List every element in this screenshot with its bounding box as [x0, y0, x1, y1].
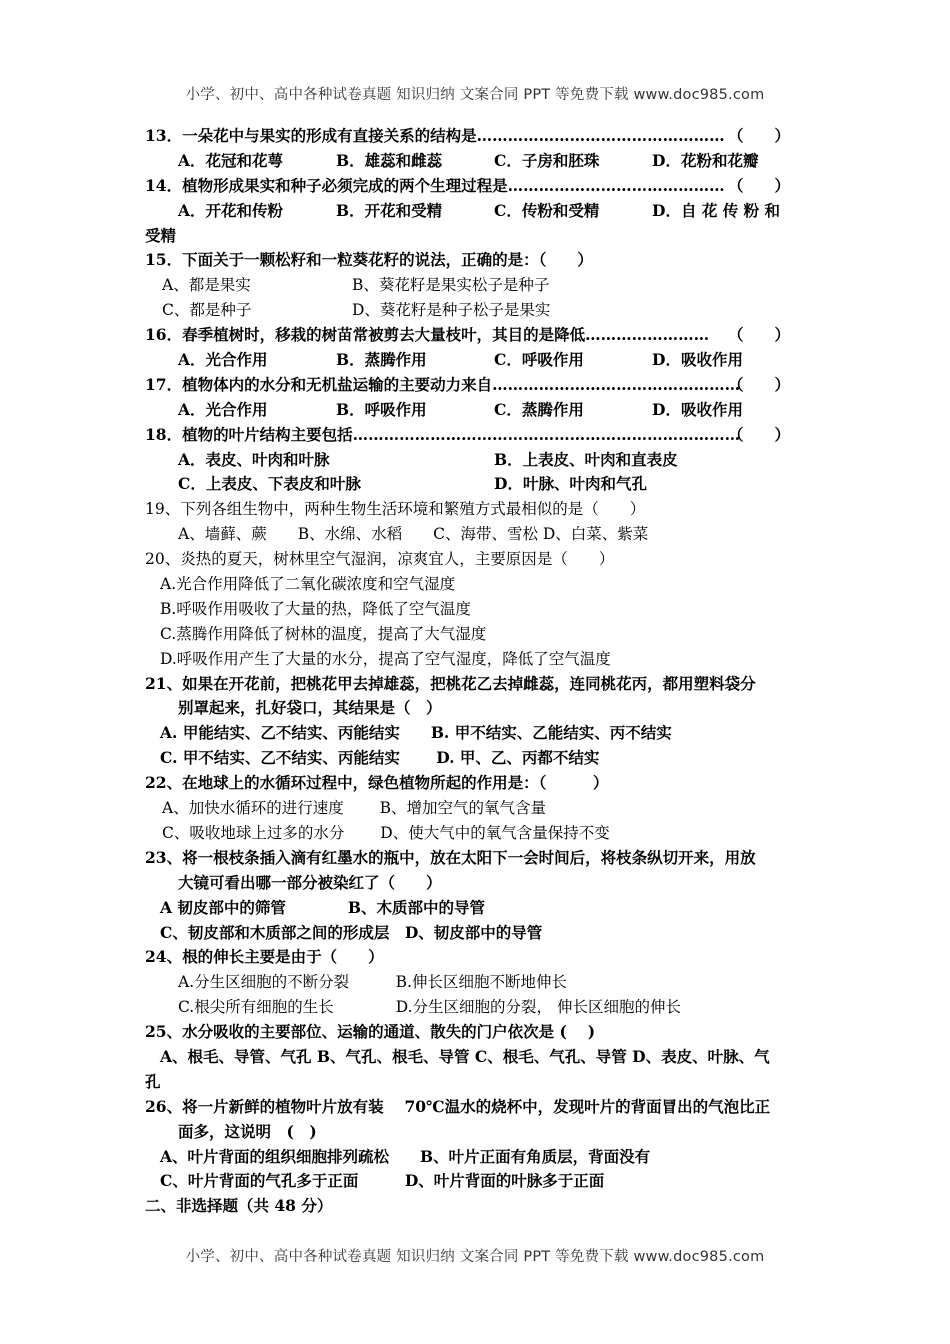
option-d: D．吸收作用 — [652, 350, 743, 370]
question-list — [145, 124, 810, 1219]
question-22: 22、在地球上的水循环过程中，绿色植物所起的作用是：（ ） — [145, 773, 609, 793]
question-15-options-row1 — [145, 273, 810, 298]
question-stem: 19、下列各组生物中，两种生物生活环境和繁殖方式最相似的是（ ） — [145, 500, 646, 519]
question-26-options-row1: A、叶片背面的组织细胞排列疏松 B、叶片正面有角质层，背面没有 — [160, 1146, 651, 1166]
question-25: 25、水分吸收的主要部位、运输的通道、散失的门户依次是 ( ) — [145, 1022, 596, 1042]
question-19 — [145, 497, 810, 522]
option-b: B．上表皮、叶肉和直表皮 — [494, 449, 678, 469]
question-23: 23、将一根枝条插入滴有红墨水的瓶中，放在太阳下一会时间后，将枝条纵切开来，用放 — [145, 847, 756, 867]
question-16-options — [145, 348, 810, 373]
question-21: 21、如果在开花前，把桃花甲去掉雄蕊，把桃花乙去掉雌蕊，连同桃花丙，都用塑料袋分 — [145, 673, 756, 693]
option-b: B．雄蕊和雌蕊 — [336, 150, 443, 170]
question-stem: 18．植物的叶片结构主要包括………………………………………………………………… — [145, 424, 741, 444]
question-21-options-row1: A. 甲能结实、乙不结实、丙能结实 B. 甲不结实、乙能结实、丙不结实 — [160, 723, 672, 743]
question-17-options — [145, 398, 810, 423]
question-22-options-row1: A、加快水循环的进行速度 B、增加空气的氧气含量 — [162, 799, 547, 818]
option-d: D．吸收作用 — [652, 399, 743, 419]
question-24: 24、根的伸长主要是由于（ ） — [145, 947, 384, 967]
question-17 — [145, 373, 810, 398]
answer-blank: （ ） — [727, 126, 790, 145]
question-21-stem-cont: 别罩起来，扎好袋口，其结果是（ ） — [178, 698, 442, 718]
option-b: B、葵花籽是果实松子是种子 — [352, 276, 550, 295]
option-c: C．传粉和受精 — [494, 200, 600, 220]
question-22-options-row2: C、吸收地球上过多的水分 D、使大气中的氧气含量保持不变 — [162, 823, 610, 842]
question-stem: 17．植物体内的水分和无机盐运输的主要动力来自………………………………………… — [145, 374, 741, 394]
question-24-options-row2: C.根尖所有细胞的生长 D.分生区细胞的分裂， 伸长区细胞的伸长 — [178, 998, 681, 1017]
option-a: A．开花和传粉 — [178, 200, 284, 220]
question-stem: 16．春季植树时，移栽的树苗常被剪去大量枝叶，其目的是降低…………………… — [145, 325, 710, 345]
section-heading: 二、非选择题（共 48 分） — [145, 1196, 333, 1216]
page-header: 小学、初中、高中各种试卷真题 知识归纳 文案合同 PPT 等免费下载 www.doc985.com — [185, 87, 765, 103]
question-25-options: A、根毛、导管、气孔 B、气孔、根毛、导管 C、根毛、气孔、导管 D、表皮、叶脉、气 — [160, 1046, 770, 1066]
question-26: 26、将一片新鲜的植物叶片放有装 70℃温水的烧杯中，发现叶片的背面冒出的气泡比正 — [145, 1096, 771, 1116]
question-stem: 20、炎热的夏天，树林里空气湿润，凉爽宜人，主要原因是（ ） — [145, 550, 615, 569]
question-stem: 14．植物形成果实和种子必须完成的两个生理过程是…………………………………… — [145, 175, 725, 195]
page-footer: 小学、初中、高中各种试卷真题 知识归纳 文案合同 PPT 等免费下载 www.doc985.com — [185, 1249, 765, 1265]
question-16 — [145, 323, 810, 348]
question-25-continuation: 孔 — [145, 1071, 161, 1091]
option-c: C、都是种子 — [162, 301, 252, 320]
question-stem: 15．下面关于一颗松籽和一粒葵花籽的说法，正确的是：（ ） — [145, 250, 593, 270]
option-c: C.蒸腾作用降低了树林的温度，提高了大气湿度 — [160, 624, 487, 643]
option-c: C．呼吸作用 — [494, 350, 584, 370]
option-a: A.光合作用降低了二氧化碳浓度和空气湿度 — [160, 575, 456, 594]
option-a: A．表皮、叶肉和叶脉 — [178, 449, 330, 469]
question-26-stem-cont: 面多，这说明 ( ) — [178, 1121, 317, 1141]
question-23-options-row1: A 韧皮部中的筛管 B、木质部中的导管 — [160, 897, 486, 917]
option-a: A．光合作用 — [178, 399, 268, 419]
question-13 — [145, 124, 810, 149]
option-c: C．上表皮、下表皮和叶脉 — [178, 474, 361, 494]
answer-blank: （ ） — [727, 325, 790, 345]
question-15-options-row2 — [145, 298, 810, 323]
option-b: B.呼吸作用吸收了大量的热，降低了空气温度 — [160, 599, 471, 618]
question-stem: 13．一朵花中与果实的形成有直接关系的结构是………………………………………… — [145, 126, 725, 145]
option-a: A．光合作用 — [178, 350, 268, 370]
option-d: D．叶脉、叶肉和气孔 — [494, 474, 647, 494]
option-b: B．呼吸作用 — [336, 399, 427, 419]
question-18-options-row2 — [145, 472, 810, 497]
question-18 — [145, 423, 810, 448]
option-b: B．开花和受精 — [336, 200, 443, 220]
option-c: C．蒸腾作用 — [494, 399, 584, 419]
option-a: A、都是果实 — [162, 276, 251, 295]
question-14 — [145, 174, 810, 199]
question-21-options-row2: C. 甲不结实、乙不结实、丙能结实 D. 甲、乙、丙都不结实 — [160, 748, 600, 768]
answer-blank: （ ） — [727, 374, 790, 394]
question-23-stem-cont: 大镜可看出哪一部分被染红了（ ） — [178, 872, 442, 892]
answer-blank: （ ） — [727, 424, 790, 444]
answer-blank: （ ） — [727, 175, 790, 195]
question-19-options: A、墙藓、蕨 B、水绵、水稻 C、海带、雪松 D、白菜、紫菜 — [178, 525, 649, 544]
question-15 — [145, 248, 810, 273]
option-a: A．花冠和花萼 — [178, 150, 284, 170]
option-d: D.呼吸作用产生了大量的水分，提高了空气湿度，降低了空气温度 — [160, 649, 611, 668]
option-d: D、葵花籽是种子松子是果实 — [352, 301, 551, 320]
option-d: D．自 花 传 粉 和 — [652, 200, 781, 220]
question-13-options — [145, 149, 810, 174]
question-14-options — [145, 199, 810, 224]
question-14-continuation: 受精 — [145, 225, 177, 245]
question-18-options-row1 — [145, 448, 810, 473]
option-d: D．花粉和花瓣 — [652, 150, 759, 170]
question-26-options-row2: C、叶片背面的气孔多于正面 D、叶片背面的叶脉多于正面 — [160, 1171, 605, 1191]
question-20 — [145, 547, 810, 572]
option-b: B．蒸腾作用 — [336, 350, 427, 370]
option-c: C．子房和胚珠 — [494, 150, 600, 170]
question-23-options-row2: C、韧皮部和木质部之间的形成层 D、韧皮部中的导管 — [160, 922, 543, 942]
question-24-options-row1: A.分生区细胞的不断分裂 B.伸长区细胞不断地伸长 — [178, 973, 567, 992]
